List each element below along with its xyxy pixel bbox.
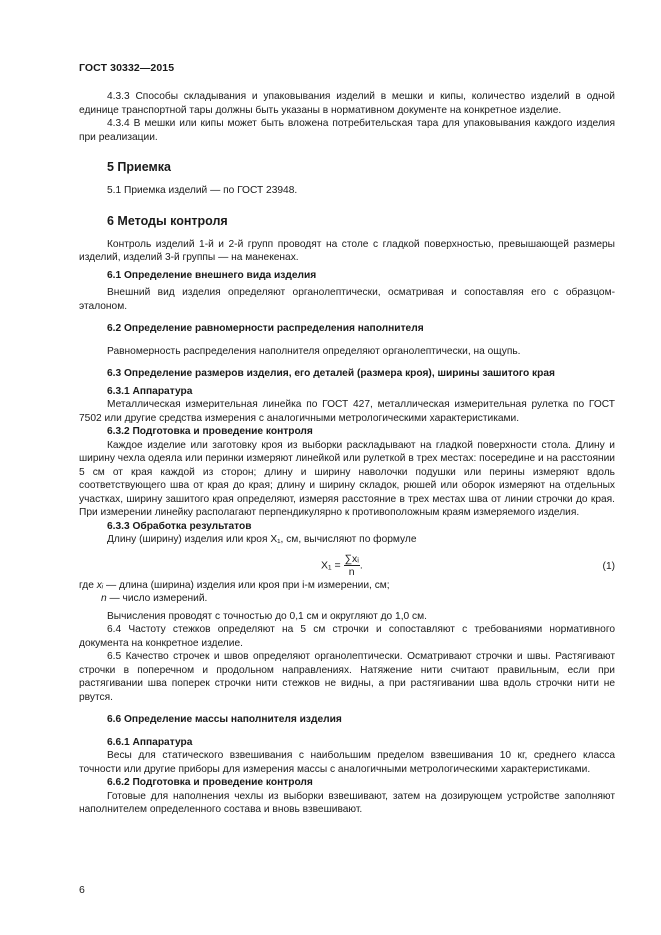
formula-tail: . <box>359 558 363 571</box>
paragraph-6-2: Равномерность распределения наполнителя определяют органолептически, на ощупь. <box>107 345 521 357</box>
page-number: 6 <box>79 884 85 896</box>
heading-6-3-2: 6.3.2 Подготовка и проведение контроля <box>107 426 313 437</box>
document-body <box>79 90 615 817</box>
paragraph-6-intro: Контроль изделий 1-й и 2-й групп проводят на столе с гладкой поверхностью, превышающей размеры изделий, изделий 3-й группы — на манекенах. <box>79 238 615 263</box>
section-heading-5: 5 Приемка <box>107 160 171 174</box>
paragraph-4-3-4: 4.3.4 В мешки или кипы может быть вложена потребительская тара для упаковывания каждого изделия при реализации. <box>79 118 615 143</box>
where-definition-n: — число измерений. <box>109 593 208 604</box>
heading-6-2: 6.2 Определение равномерности распределения наполнителя <box>107 323 424 334</box>
document-header: ГОСТ 30332—2015 <box>79 62 175 74</box>
where-symbol-n: n <box>101 593 107 604</box>
paragraph-6-3-3-rounding: Вычисления проводят с точностью до 0,1 см и округляют до 1,0 см. <box>107 610 427 622</box>
paragraph-6-5: 6.5 Качество строчек и швов определяют органолептически. Осматривают строчки и швы. Растягивают строчки в поперечном и продольном направлениях. Натяжение нити считают правильным, если при растягивании шва поперек строчки нити стежков не видны, а при растягивании шва вдоль строчки нити не рвутся. <box>79 651 615 703</box>
heading-6-6-1: 6.6.1 Аппаратура <box>107 736 193 748</box>
paragraph-6-3-2: Каждое изделие или заготовку кроя из выборки раскладывают на гладкой поверхности стола. Длину и ширину чехла одеяла или перинки измеряют линейкой или рулеткой в трех местах: посередине и на расстоянии 5 см от края каждой из сторон; длину и ширину наволочки подушки или перины измеряют вдоль соответствующего шва от края до края; длину и ширину складок, рюшей или оборок измеряют на отдельных участках, ширину зашитого края определяют, измеряя расстояние в трех местах шва от линии строчки до края. При измерении линейку располагают перпендикулярно к противоположным краям измеряемого изделия. <box>79 439 615 518</box>
section-heading-6: 6 Методы контроля <box>107 213 228 228</box>
paragraph-5-1: 5.1 Приемка изделий — по ГОСТ 23948. <box>107 185 298 196</box>
formula-1 <box>79 549 615 579</box>
where-definition-xi: — длина (ширина) изделия или кроя при i-м измерении, см; <box>105 579 390 591</box>
formula-denominator: n <box>348 565 355 578</box>
heading-6-1: 6.1 Определение внешнего вида изделия <box>107 269 317 281</box>
paragraph-6-6-2: Готовые для наполнения чехлы из выборки взвешивают, затем на дозирующем устройстве заполняют наполнителем определенного состава и вновь взвешивают. <box>79 790 615 815</box>
paragraph-6-4: 6.4 Частоту стежков определяют на 5 см строчки и сопоставляют с требованиями нормативного документа на конкретное изделие. <box>79 624 615 649</box>
formula-lhs: X₁ = <box>321 558 341 571</box>
where-line-2 <box>79 592 615 606</box>
formula-expression <box>321 553 363 578</box>
where-symbol-xi: xᵢ <box>96 579 104 591</box>
formula-number: (1) <box>602 560 615 572</box>
heading-6-6-2: 6.6.2 Подготовка и проведение контроля <box>107 777 313 788</box>
paragraph-6-1: Внешний вид изделия определяют органолептически, осматривая и сопоставляя его с образцом-эталоном. <box>79 287 615 312</box>
where-prefix: где <box>79 579 94 591</box>
formula-numerator: ∑xᵢ <box>344 552 359 565</box>
formula-fraction <box>344 553 360 578</box>
heading-6-3-3: 6.3.3 Обработка результатов <box>107 520 252 532</box>
heading-6-6: 6.6 Определение массы наполнителя изделия <box>107 714 342 725</box>
paragraph-6-3-3: Длину (ширину) изделия или кроя X₁, см, вычисляют по формуле <box>107 534 417 545</box>
heading-6-3-1: 6.3.1 Аппаратура <box>107 385 193 397</box>
paragraph-4-3-3: 4.3.3 Способы складывания и упаковывания изделий в мешки и кипы, количество изделий в одной единице транспортной тары должны быть указаны в нормативном документе на конкретное изделие. <box>79 91 615 116</box>
paragraph-6-3-1: Металлическая измерительная линейка по ГОСТ 427, металлическая измерительная рулетка по ГОСТ 7502 или другие средства измерения с аналогичными метрологическими характеристиками. <box>79 399 615 424</box>
heading-6-3: 6.3 Определение размеров изделия, его деталей (размера кроя), ширины зашитого края <box>107 368 555 379</box>
paragraph-6-6-1: Весы для статического взвешивания с наибольшим пределом взвешивания 10 кг, среднего класса точности или другие приборы для измерения массы с аналогичными метрологическими характеристиками. <box>79 750 615 775</box>
where-line-1 <box>79 579 615 593</box>
